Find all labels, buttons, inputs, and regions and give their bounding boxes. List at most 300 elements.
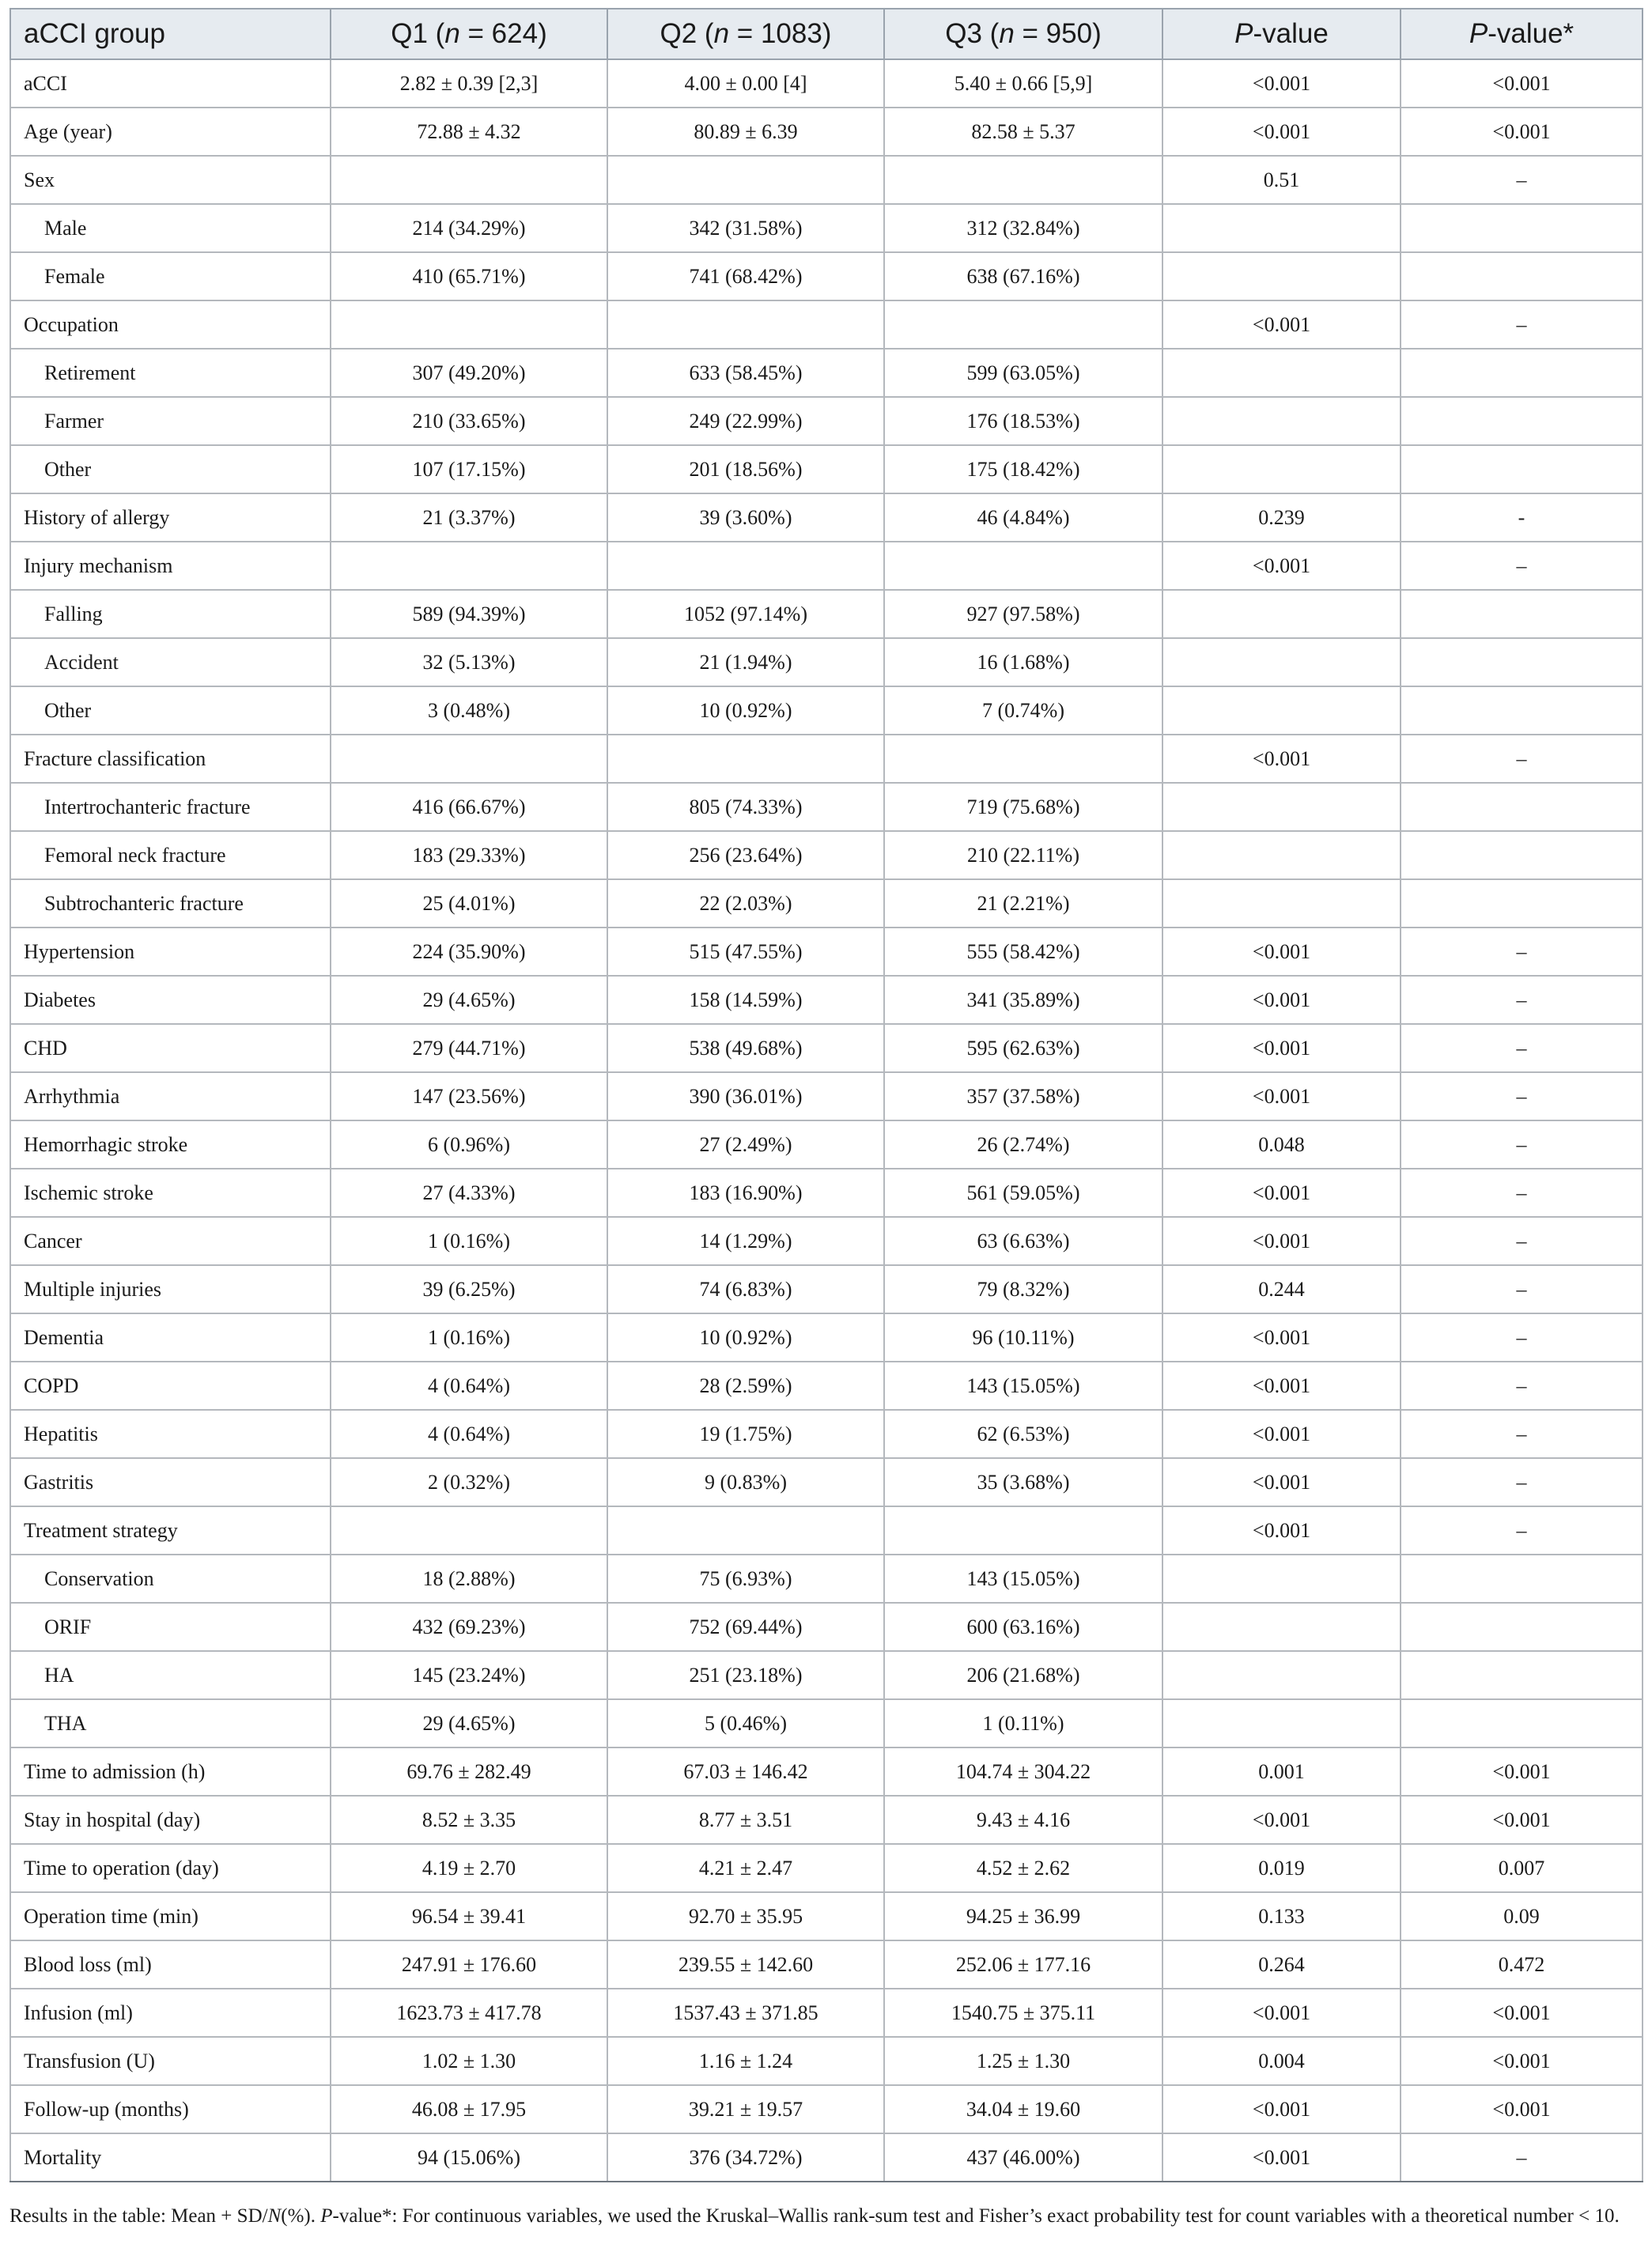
header-p-value-star: P-value* (1401, 9, 1643, 59)
cell-q3: 79 (8.32%) (884, 1265, 1162, 1313)
cell-p-value-star: – (1401, 542, 1643, 590)
cell-q3: 96 (10.11%) (884, 1313, 1162, 1362)
cell-q1 (331, 1506, 607, 1555)
cell-q3: 1.25 ± 1.30 (884, 2037, 1162, 2085)
cell-p-value: <0.001 (1162, 735, 1401, 783)
cell-q2: 10 (0.92%) (607, 1313, 884, 1362)
cell-q1: 279 (44.71%) (331, 1024, 607, 1072)
row-label: Farmer (10, 397, 331, 445)
cell-p-value-star (1401, 686, 1643, 735)
table-row (10, 204, 1643, 252)
cell-q2: 74 (6.83%) (607, 1265, 884, 1313)
cell-p-value: <0.001 (1162, 1989, 1401, 2037)
row-label: Male (10, 204, 331, 252)
row-label: Mortality (10, 2133, 331, 2182)
cell-q2: 1.16 ± 1.24 (607, 2037, 884, 2085)
cell-p-value-star: – (1401, 928, 1643, 976)
cell-p-value (1162, 1699, 1401, 1747)
cell-q1 (331, 156, 607, 204)
cell-p-value-star: – (1401, 1024, 1643, 1072)
cell-q1: 247.91 ± 176.60 (331, 1940, 607, 1989)
cell-p-value-star (1401, 879, 1643, 928)
table-row (10, 783, 1643, 831)
cell-q2: 92.70 ± 35.95 (607, 1892, 884, 1940)
cell-q1: 21 (3.37%) (331, 493, 607, 542)
cell-p-value-star (1401, 204, 1643, 252)
cell-q2: 390 (36.01%) (607, 1072, 884, 1120)
cell-q3: 312 (32.84%) (884, 204, 1162, 252)
table-row (10, 686, 1643, 735)
cell-q2: 28 (2.59%) (607, 1362, 884, 1410)
header-q1: Q1 (n = 624) (331, 9, 607, 59)
cell-q1: 214 (34.29%) (331, 204, 607, 252)
row-label: THA (10, 1699, 331, 1747)
table-header (10, 9, 1643, 59)
row-label: Other (10, 445, 331, 493)
row-label: Female (10, 252, 331, 300)
row-label: Infusion (ml) (10, 1989, 331, 2037)
cell-q3: 7 (0.74%) (884, 686, 1162, 735)
cell-p-value (1162, 1651, 1401, 1699)
cell-q3 (884, 1506, 1162, 1555)
row-label: Ischemic stroke (10, 1169, 331, 1217)
cell-q2: 14 (1.29%) (607, 1217, 884, 1265)
cell-q2: 80.89 ± 6.39 (607, 108, 884, 156)
cell-q3: 4.52 ± 2.62 (884, 1844, 1162, 1892)
cell-p-value-star: – (1401, 735, 1643, 783)
cell-q1: 69.76 ± 282.49 (331, 1747, 607, 1796)
cell-q2: 27 (2.49%) (607, 1120, 884, 1169)
cell-q2: 249 (22.99%) (607, 397, 884, 445)
table-row (10, 1989, 1643, 2037)
row-label: Multiple injuries (10, 1265, 331, 1313)
header-group: aCCI group (10, 9, 331, 59)
cell-q2: 342 (31.58%) (607, 204, 884, 252)
cell-p-value-star: – (1401, 1217, 1643, 1265)
cell-q1: 29 (4.65%) (331, 1699, 607, 1747)
table-row (10, 1844, 1643, 1892)
row-label: Intertrochanteric fracture (10, 783, 331, 831)
table-row (10, 1940, 1643, 1989)
cell-p-value: <0.001 (1162, 928, 1401, 976)
cell-p-value (1162, 783, 1401, 831)
cell-p-value (1162, 204, 1401, 252)
cell-q2: 4.00 ± 0.00 [4] (607, 59, 884, 108)
cell-q2 (607, 156, 884, 204)
cell-p-value: 0.239 (1162, 493, 1401, 542)
row-label: Arrhythmia (10, 1072, 331, 1120)
cell-q2: 376 (34.72%) (607, 2133, 884, 2182)
table-row (10, 1699, 1643, 1747)
table-row (10, 1892, 1643, 1940)
table-row (10, 1796, 1643, 1844)
cell-q1: 94 (15.06%) (331, 2133, 607, 2182)
cell-p-value: <0.001 (1162, 1362, 1401, 1410)
cell-q1: 1 (0.16%) (331, 1217, 607, 1265)
cell-q3: 206 (21.68%) (884, 1651, 1162, 1699)
table-row (10, 1410, 1643, 1458)
table-row (10, 59, 1643, 108)
cell-p-value-star (1401, 590, 1643, 638)
cell-p-value (1162, 1555, 1401, 1603)
table-row (10, 1313, 1643, 1362)
cell-q2: 805 (74.33%) (607, 783, 884, 831)
cell-q3: 62 (6.53%) (884, 1410, 1162, 1458)
cell-q2: 251 (23.18%) (607, 1651, 884, 1699)
cell-p-value-star (1401, 445, 1643, 493)
cell-q3: 104.74 ± 304.22 (884, 1747, 1162, 1796)
row-label: Fracture classification (10, 735, 331, 783)
cell-p-value-star: <0.001 (1401, 1796, 1643, 1844)
table-row (10, 156, 1643, 204)
cell-q3: 16 (1.68%) (884, 638, 1162, 686)
cell-q1: 4 (0.64%) (331, 1410, 607, 1458)
cell-p-value (1162, 686, 1401, 735)
cell-q1: 1 (0.16%) (331, 1313, 607, 1362)
row-label: Occupation (10, 300, 331, 349)
cell-p-value-star: – (1401, 1362, 1643, 1410)
cell-q1: 416 (66.67%) (331, 783, 607, 831)
table-row (10, 735, 1643, 783)
cell-q2: 5 (0.46%) (607, 1699, 884, 1747)
cell-q2: 515 (47.55%) (607, 928, 884, 976)
cell-q2: 10 (0.92%) (607, 686, 884, 735)
cell-q1: 107 (17.15%) (331, 445, 607, 493)
cell-p-value: <0.001 (1162, 59, 1401, 108)
table-row (10, 2037, 1643, 2085)
header-q3: Q3 (n = 950) (884, 9, 1162, 59)
cell-q3 (884, 300, 1162, 349)
cell-p-value: <0.001 (1162, 1506, 1401, 1555)
cell-q2: 19 (1.75%) (607, 1410, 884, 1458)
row-label: History of allergy (10, 493, 331, 542)
table-row (10, 1651, 1643, 1699)
cell-q1: 8.52 ± 3.35 (331, 1796, 607, 1844)
table-row (10, 2085, 1643, 2133)
cell-q1: 46.08 ± 17.95 (331, 2085, 607, 2133)
cell-q3: 176 (18.53%) (884, 397, 1162, 445)
row-label: Sex (10, 156, 331, 204)
cell-q3: 638 (67.16%) (884, 252, 1162, 300)
row-label: Conservation (10, 1555, 331, 1603)
cell-q3: 719 (75.68%) (884, 783, 1162, 831)
header-p-value: P-value (1162, 9, 1401, 59)
cell-q2: 9 (0.83%) (607, 1458, 884, 1506)
cell-p-value (1162, 590, 1401, 638)
table-row (10, 638, 1643, 686)
header-q2: Q2 (n = 1083) (607, 9, 884, 59)
table-footnote: Results in the table: Mean + SD/N(%). P-value*: For continuous variables, we used the Kruskal–Wallis rank-sum test and Fisher’s exact probability test for count variables with a theoretical number < 10. (9, 2205, 1620, 2227)
row-label: Femoral neck fracture (10, 831, 331, 879)
row-label: Subtrochanteric fracture (10, 879, 331, 928)
cell-q3: 9.43 ± 4.16 (884, 1796, 1162, 1844)
table-row (10, 1747, 1643, 1796)
cell-q2: 21 (1.94%) (607, 638, 884, 686)
row-label: ORIF (10, 1603, 331, 1651)
cell-q3: 1540.75 ± 375.11 (884, 1989, 1162, 2037)
cell-p-value: <0.001 (1162, 1217, 1401, 1265)
cell-p-value-star: – (1401, 1169, 1643, 1217)
cell-p-value: <0.001 (1162, 1796, 1401, 1844)
cell-q2 (607, 735, 884, 783)
cell-q3: 927 (97.58%) (884, 590, 1162, 638)
cell-q2: 201 (18.56%) (607, 445, 884, 493)
cell-q3: 555 (58.42%) (884, 928, 1162, 976)
cell-q1: 4 (0.64%) (331, 1362, 607, 1410)
table-row (10, 349, 1643, 397)
cell-q1 (331, 542, 607, 590)
row-label: Injury mechanism (10, 542, 331, 590)
cell-q2: 39.21 ± 19.57 (607, 2085, 884, 2133)
cell-q2 (607, 1506, 884, 1555)
cell-q2 (607, 300, 884, 349)
cell-q3 (884, 542, 1162, 590)
cell-q3: 5.40 ± 0.66 [5,9] (884, 59, 1162, 108)
cell-q1 (331, 300, 607, 349)
table-row (10, 300, 1643, 349)
cell-q1: 27 (4.33%) (331, 1169, 607, 1217)
cell-p-value (1162, 1603, 1401, 1651)
cell-p-value-star (1401, 831, 1643, 879)
cell-p-value: 0.264 (1162, 1940, 1401, 1989)
cell-p-value-star: 0.09 (1401, 1892, 1643, 1940)
table-row (10, 493, 1643, 542)
row-label: Operation time (min) (10, 1892, 331, 1940)
cell-q2: 158 (14.59%) (607, 976, 884, 1024)
row-label: Gastritis (10, 1458, 331, 1506)
cell-p-value-star: <0.001 (1401, 59, 1643, 108)
cell-p-value-star (1401, 1651, 1643, 1699)
cell-p-value: <0.001 (1162, 2085, 1401, 2133)
cell-q3: 63 (6.63%) (884, 1217, 1162, 1265)
table-body (10, 59, 1643, 2182)
table-row (10, 1024, 1643, 1072)
cell-p-value-star: <0.001 (1401, 2037, 1643, 2085)
cell-q3: 252.06 ± 177.16 (884, 1940, 1162, 1989)
cell-p-value: <0.001 (1162, 1458, 1401, 1506)
cell-p-value-star (1401, 1699, 1643, 1747)
cell-p-value-star: – (1401, 1506, 1643, 1555)
cell-q1 (331, 735, 607, 783)
row-label: COPD (10, 1362, 331, 1410)
cell-q1: 145 (23.24%) (331, 1651, 607, 1699)
row-label: HA (10, 1651, 331, 1699)
cell-q3: 437 (46.00%) (884, 2133, 1162, 2182)
cell-q1: 4.19 ± 2.70 (331, 1844, 607, 1892)
cell-p-value-star: <0.001 (1401, 108, 1643, 156)
cell-p-value-star: – (1401, 1120, 1643, 1169)
row-label: Hypertension (10, 928, 331, 976)
cell-q3: 21 (2.21%) (884, 879, 1162, 928)
table-row (10, 831, 1643, 879)
cell-q3: 595 (62.63%) (884, 1024, 1162, 1072)
table-row (10, 252, 1643, 300)
cell-q2: 1052 (97.14%) (607, 590, 884, 638)
cell-p-value: 0.048 (1162, 1120, 1401, 1169)
cell-p-value-star (1401, 1555, 1643, 1603)
cell-q2: 741 (68.42%) (607, 252, 884, 300)
table-row (10, 1072, 1643, 1120)
cell-q1: 183 (29.33%) (331, 831, 607, 879)
table-row (10, 1362, 1643, 1410)
cell-p-value: 0.019 (1162, 1844, 1401, 1892)
row-label: Blood loss (ml) (10, 1940, 331, 1989)
cell-q1: 432 (69.23%) (331, 1603, 607, 1651)
cell-q3: 599 (63.05%) (884, 349, 1162, 397)
cell-p-value: 0.004 (1162, 2037, 1401, 2085)
table-row (10, 1169, 1643, 1217)
cell-q3: 357 (37.58%) (884, 1072, 1162, 1120)
row-label: Other (10, 686, 331, 735)
cell-p-value-star: – (1401, 300, 1643, 349)
cell-p-value: 0.51 (1162, 156, 1401, 204)
cell-p-value (1162, 879, 1401, 928)
cell-p-value-star: – (1401, 1265, 1643, 1313)
row-label: Time to operation (day) (10, 1844, 331, 1892)
row-label: Accident (10, 638, 331, 686)
row-label: Retirement (10, 349, 331, 397)
cell-p-value: <0.001 (1162, 2133, 1401, 2182)
row-label: Dementia (10, 1313, 331, 1362)
cell-q1: 3 (0.48%) (331, 686, 607, 735)
cell-p-value: <0.001 (1162, 542, 1401, 590)
cell-q2: 22 (2.03%) (607, 879, 884, 928)
cell-p-value (1162, 831, 1401, 879)
cell-q1: 72.88 ± 4.32 (331, 108, 607, 156)
cell-p-value-star: - (1401, 493, 1643, 542)
cell-q3: 46 (4.84%) (884, 493, 1162, 542)
row-label: Hepatitis (10, 1410, 331, 1458)
cell-p-value-star (1401, 638, 1643, 686)
cell-p-value: <0.001 (1162, 1410, 1401, 1458)
cell-p-value-star: – (1401, 156, 1643, 204)
cell-q2: 67.03 ± 146.42 (607, 1747, 884, 1796)
cell-p-value (1162, 252, 1401, 300)
table-row (10, 1217, 1643, 1265)
row-label: Hemorrhagic stroke (10, 1120, 331, 1169)
cell-p-value: 0.133 (1162, 1892, 1401, 1940)
cell-q2: 633 (58.45%) (607, 349, 884, 397)
table-row (10, 1506, 1643, 1555)
cell-p-value (1162, 638, 1401, 686)
cell-p-value: <0.001 (1162, 1072, 1401, 1120)
cell-p-value: <0.001 (1162, 1313, 1401, 1362)
table-row (10, 1120, 1643, 1169)
cell-p-value-star: – (1401, 976, 1643, 1024)
cell-p-value: 0.001 (1162, 1747, 1401, 1796)
cell-q2: 752 (69.44%) (607, 1603, 884, 1651)
cell-q3: 175 (18.42%) (884, 445, 1162, 493)
cell-q1: 210 (33.65%) (331, 397, 607, 445)
cell-q1: 224 (35.90%) (331, 928, 607, 976)
table-row (10, 542, 1643, 590)
cell-p-value (1162, 445, 1401, 493)
cell-q1: 2.82 ± 0.39 [2,3] (331, 59, 607, 108)
cell-q2: 8.77 ± 3.51 (607, 1796, 884, 1844)
cell-q2: 75 (6.93%) (607, 1555, 884, 1603)
table-row (10, 1555, 1643, 1603)
cell-p-value-star (1401, 783, 1643, 831)
cell-q3: 561 (59.05%) (884, 1169, 1162, 1217)
cell-q2: 39 (3.60%) (607, 493, 884, 542)
cell-q2: 239.55 ± 142.60 (607, 1940, 884, 1989)
cell-q3: 210 (22.11%) (884, 831, 1162, 879)
row-label: CHD (10, 1024, 331, 1072)
cell-q2: 538 (49.68%) (607, 1024, 884, 1072)
cell-q3: 143 (15.05%) (884, 1555, 1162, 1603)
cell-p-value (1162, 397, 1401, 445)
cell-p-value (1162, 349, 1401, 397)
cell-q3: 35 (3.68%) (884, 1458, 1162, 1506)
row-label: Stay in hospital (day) (10, 1796, 331, 1844)
cell-q3: 94.25 ± 36.99 (884, 1892, 1162, 1940)
cell-p-value-star: – (1401, 1410, 1643, 1458)
cell-q1: 2 (0.32%) (331, 1458, 607, 1506)
cell-q3: 341 (35.89%) (884, 976, 1162, 1024)
cell-q2 (607, 542, 884, 590)
table-row (10, 397, 1643, 445)
cell-p-value-star: – (1401, 1072, 1643, 1120)
cell-q1: 1623.73 ± 417.78 (331, 1989, 607, 2037)
cell-p-value: 0.244 (1162, 1265, 1401, 1313)
table-row (10, 1603, 1643, 1651)
cell-q3: 143 (15.05%) (884, 1362, 1162, 1410)
cell-q1: 39 (6.25%) (331, 1265, 607, 1313)
cell-q1: 32 (5.13%) (331, 638, 607, 686)
cell-p-value-star: <0.001 (1401, 1747, 1643, 1796)
cell-q1: 410 (65.71%) (331, 252, 607, 300)
table-row (10, 1265, 1643, 1313)
cell-p-value-star: – (1401, 1458, 1643, 1506)
cell-p-value-star: <0.001 (1401, 2085, 1643, 2133)
cell-p-value-star: 0.472 (1401, 1940, 1643, 1989)
cell-q1: 18 (2.88%) (331, 1555, 607, 1603)
table-row (10, 879, 1643, 928)
cell-q1: 25 (4.01%) (331, 879, 607, 928)
cell-q1: 6 (0.96%) (331, 1120, 607, 1169)
cell-q1: 307 (49.20%) (331, 349, 607, 397)
cell-q2: 4.21 ± 2.47 (607, 1844, 884, 1892)
cell-q3: 82.58 ± 5.37 (884, 108, 1162, 156)
row-label: Diabetes (10, 976, 331, 1024)
cell-q2: 183 (16.90%) (607, 1169, 884, 1217)
cell-q2: 1537.43 ± 371.85 (607, 1989, 884, 2037)
cell-p-value-star: – (1401, 1313, 1643, 1362)
row-label: Time to admission (h) (10, 1747, 331, 1796)
cell-q1: 29 (4.65%) (331, 976, 607, 1024)
table-row (10, 445, 1643, 493)
cell-p-value-star: <0.001 (1401, 1989, 1643, 2037)
table-row (10, 928, 1643, 976)
table-row (10, 976, 1643, 1024)
results-table (9, 8, 1643, 2182)
cell-q3: 26 (2.74%) (884, 1120, 1162, 1169)
cell-q1: 589 (94.39%) (331, 590, 607, 638)
row-label: aCCI (10, 59, 331, 108)
cell-p-value-star (1401, 1603, 1643, 1651)
cell-q2: 256 (23.64%) (607, 831, 884, 879)
row-label: Transfusion (U) (10, 2037, 331, 2085)
cell-p-value-star (1401, 252, 1643, 300)
row-label: Treatment strategy (10, 1506, 331, 1555)
cell-p-value-star: – (1401, 2133, 1643, 2182)
header-row (10, 9, 1643, 59)
row-label: Follow-up (months) (10, 2085, 331, 2133)
row-label: Falling (10, 590, 331, 638)
table-row (10, 108, 1643, 156)
cell-q3 (884, 735, 1162, 783)
cell-q3: 1 (0.11%) (884, 1699, 1162, 1747)
